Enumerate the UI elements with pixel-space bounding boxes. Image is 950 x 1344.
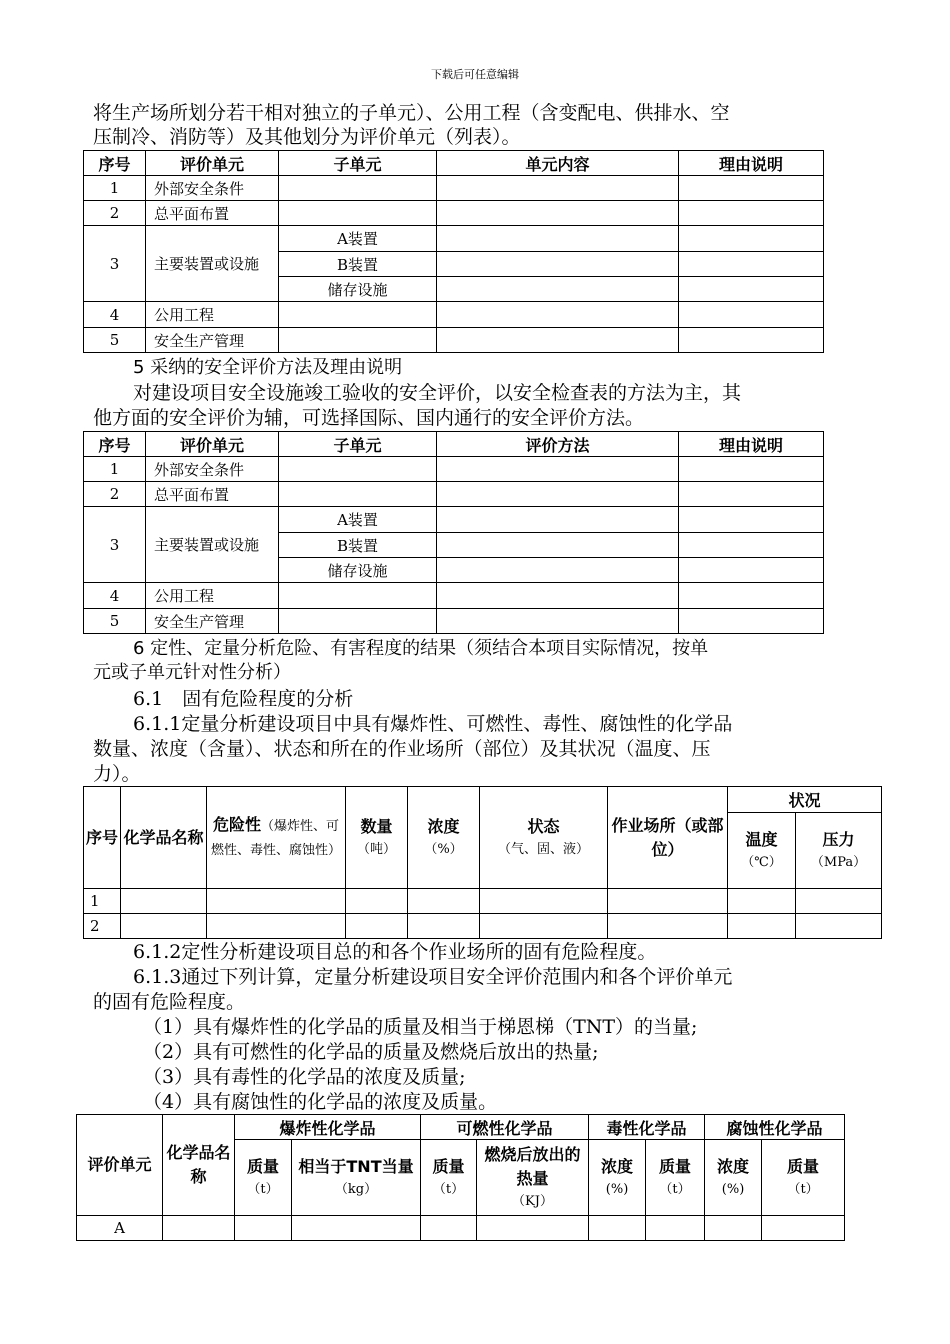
cell [679,482,824,507]
cell [679,558,824,583]
col-header: 理由说明 [679,151,824,176]
cell [679,583,824,609]
cell [437,482,679,507]
cell [279,482,437,507]
page-header: 下载后可任意编辑 [431,68,519,81]
row-no: 2 [84,482,146,507]
col-header-status: 状况 [728,787,882,813]
cell [437,176,679,201]
tnt-label: 相当于TNT当量 [298,1156,414,1176]
cell [279,609,437,634]
cell [437,277,679,302]
col-header-name: 化学品名称 [121,787,207,889]
cell [679,302,824,328]
row-no: 4 [84,583,146,609]
conc-unit: (%) [721,1181,745,1197]
press-label: 压力 [822,829,855,849]
mass-label: 质量 [246,1156,279,1176]
mass-label: 质量 [787,1156,820,1176]
col-header-hazard [207,787,346,889]
row-unit: 总平面布置 [146,201,279,226]
list-item: （3）具有毒性的化学品的浓度及质量; [143,1066,466,1088]
sub-unit: A装置 [279,507,437,533]
row-no: 3 [84,507,146,583]
hazard-calculation-table [76,1114,845,1241]
subsection-heading: 6.1 固有危险程度的分析 [133,688,354,710]
col-header-place: 作业场所（或部位） [608,787,728,889]
row-no: 1 [84,457,146,482]
row-no: 5 [84,609,146,634]
row-no: 1 [84,176,146,201]
row-unit: A [77,1216,163,1241]
col-header: 子单元 [279,432,437,457]
row-unit: 公用工程 [146,583,279,609]
col-header: 理由说明 [679,432,824,457]
heat-unit: （KJ） [512,1193,553,1209]
group-corrosive: 腐蚀性化学品 [705,1115,845,1140]
row-no: 5 [84,328,146,353]
sub-unit: A装置 [279,226,437,252]
col-header-unit: 评价单元 [77,1115,163,1216]
cell [437,457,679,482]
col-header-mass [646,1140,705,1216]
col-header: 评价单元 [146,432,279,457]
paragraph-line: 将生产场所划分若干相对独立的子单元）、公用工程（含变配电、供排水、空 [93,102,730,124]
state-note: （气、固、液） [497,841,589,857]
cell [437,252,679,277]
conc-label: 浓度 [427,816,460,836]
mass-unit: （t） [432,1181,465,1197]
sub-unit: B装置 [279,252,437,277]
section-heading: 5 采纳的安全评价方法及理由说明 [133,357,403,378]
cell [679,277,824,302]
row-no: 2 [84,914,121,939]
paragraph-line: 6.1.3通过下列计算，定量分析建设项目安全评价范围内和各个评价单元 [133,966,733,988]
cell [679,457,824,482]
row-no: 4 [84,302,146,328]
row-unit: 安全生产管理 [146,609,279,634]
col-header-mass [762,1140,845,1216]
paragraph-line: 对建设项目安全设施竣工验收的安全评价，以安全检查表的方法为主，其 [133,382,742,404]
col-header-name: 化学品名称 [163,1115,235,1216]
mass-label: 质量 [659,1156,692,1176]
hazard-note: （爆炸性、可燃性、毒性、腐蚀性） [210,818,341,858]
row-unit: 主要装置或设施 [146,507,279,583]
col-header-conc [408,787,480,889]
col-header: 单元内容 [437,151,679,176]
paragraph-line: 力）。 [93,763,141,785]
sub-unit: B装置 [279,533,437,558]
conc-label: 浓度 [601,1156,634,1176]
cell [679,533,824,558]
row-no: 2 [84,201,146,226]
cell [679,609,824,634]
col-header-qty [346,787,408,889]
group-toxic: 毒性化学品 [589,1115,705,1140]
col-header-temp [728,813,796,889]
press-unit: （MPa） [810,854,867,870]
list-item: （2）具有可燃性的化学品的质量及燃烧后放出的热量; [143,1041,599,1063]
list-item: （1）具有爆炸性的化学品的质量及相当于梯恩梯（TNT）的当量; [143,1016,698,1038]
row-unit: 公用工程 [146,302,279,328]
cell [437,507,679,533]
cell [279,302,437,328]
group-flammable: 可燃性化学品 [421,1115,589,1140]
temp-unit: （℃） [741,854,782,870]
conc-unit: （%） [424,841,463,857]
sub-unit: 储存设施 [279,558,437,583]
cell [279,457,437,482]
mass-unit: （t） [659,1181,691,1197]
paragraph-line: 6.1.1定量分析建设项目中具有爆炸性、可燃性、毒性、腐蚀性的化学品 [133,713,733,735]
conc-label: 浓度 [717,1156,750,1176]
cell [279,201,437,226]
row-unit: 外部安全条件 [146,457,279,482]
cell [437,533,679,558]
group-explosive: 爆炸性化学品 [235,1115,421,1140]
col-header-state [480,787,608,889]
paragraph-line: 他方面的安全评价为辅，可选择国际、国内通行的安全评价方法。 [93,407,645,429]
temp-label: 温度 [745,829,778,849]
paragraph-line: 6.1.2定性分析建设项目总的和各个作业场所的固有危险程度。 [133,941,657,963]
paragraph-line: 压制冷、消防等）及其他划分为评价单元（列表）。 [93,126,521,148]
col-header-no: 序号 [84,787,121,889]
qty-unit: （吨） [356,841,396,857]
cell [437,201,679,226]
evaluation-method-table [83,431,824,634]
hazard-label: 危险性 [212,814,261,834]
cell [437,226,679,252]
col-header-tnt [292,1140,421,1216]
state-label: 状态 [527,816,560,836]
row-unit: 安全生产管理 [146,328,279,353]
mass-unit: （t） [787,1181,819,1197]
chemical-quantity-table [83,786,882,939]
col-header: 序号 [84,432,146,457]
cell [679,252,824,277]
col-header: 子单元 [279,151,437,176]
cell [437,558,679,583]
cell [679,328,824,353]
cell [679,226,824,252]
col-header: 序号 [84,151,146,176]
cell [679,507,824,533]
section-heading: 6 定性、定量分析危险、有害程度的结果（须结合本项目实际情况，按单 [133,638,709,659]
cell [437,583,679,609]
row-unit: 总平面布置 [146,482,279,507]
paragraph-line: 数量、浓度（含量）、状态和所在的作业场所（部位）及其状况（温度、压 [93,738,711,760]
col-header-conc [589,1140,646,1216]
row-unit: 主要装置或设施 [146,226,279,302]
col-header-mass [235,1140,292,1216]
qty-label: 数量 [360,816,393,836]
cell [679,176,824,201]
cell [279,176,437,201]
cell [679,201,824,226]
tnt-unit: （kg） [334,1181,378,1197]
row-unit: 外部安全条件 [146,176,279,201]
cell [279,583,437,609]
col-header: 评价方法 [437,432,679,457]
section-heading: 元或子单元针对性分析） [93,662,291,683]
cell [437,609,679,634]
list-item: （4）具有腐蚀性的化学品的浓度及质量。 [143,1091,498,1113]
heat-label: 燃烧后放出的热量 [484,1144,581,1188]
evaluation-unit-table [83,150,824,353]
col-header-heat [477,1140,589,1216]
mass-unit: （t） [247,1181,279,1197]
col-header-conc [705,1140,762,1216]
cell [437,302,679,328]
conc-unit: (%) [605,1181,629,1197]
col-header-press [796,813,882,889]
mass-label: 质量 [432,1156,465,1176]
cell [279,328,437,353]
col-header-mass [421,1140,477,1216]
row-no: 1 [84,889,121,914]
cell [437,328,679,353]
col-header: 评价单元 [146,151,279,176]
row-no: 3 [84,226,146,302]
sub-unit: 储存设施 [279,277,437,302]
paragraph-line: 的固有危险程度。 [93,991,246,1013]
